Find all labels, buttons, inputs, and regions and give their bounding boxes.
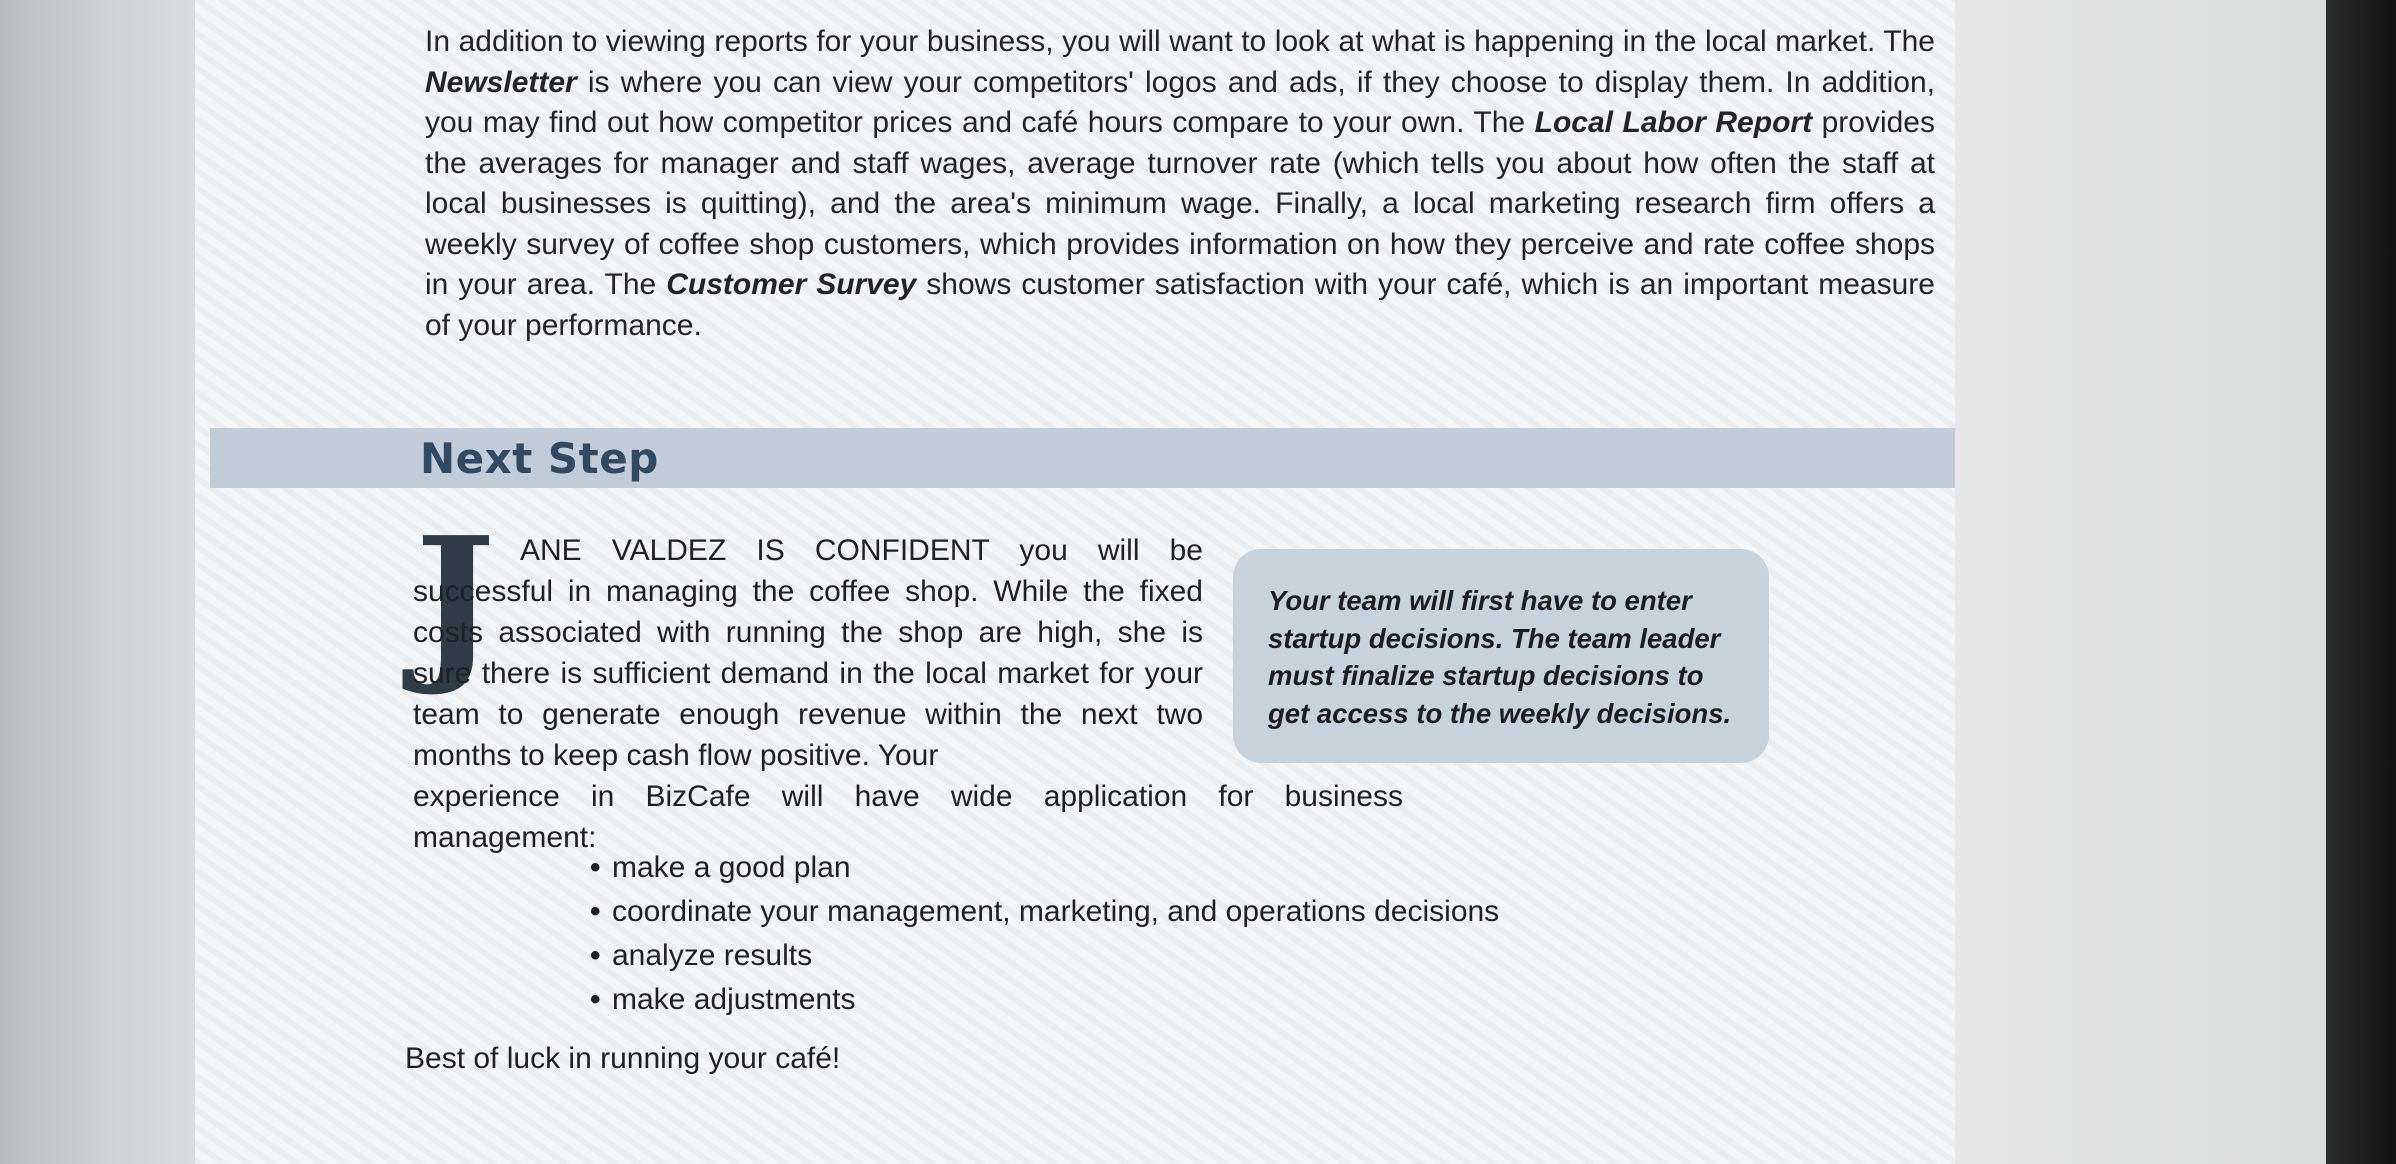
body-tail-line: experience in BizCafe will have wide application for business management: — [413, 780, 1403, 854]
section-heading: Next Step — [420, 434, 659, 483]
window-background-right — [1955, 0, 2326, 1164]
customer-survey-term: Customer Survey — [666, 268, 917, 301]
bullet-list — [590, 846, 1499, 1022]
intro-text-2: is where you can view your competitors' logos and ads, if they choose to display them. In addition, you may find out how competitor prices and café hours compare to your own. The — [425, 65, 1935, 139]
desk-background — [0, 0, 195, 1164]
intro-text-4: shows customer satisfaction with your café, which is an important measure of your performance. — [425, 268, 1935, 342]
drop-cap-letter: J — [415, 500, 496, 700]
list-item: • make a good plan — [590, 846, 1499, 890]
intro-paragraph — [425, 22, 1935, 346]
list-item: • coordinate your management, marketing, and operations decisions — [590, 890, 1499, 934]
callout-text: Your team will first have to enter startup decisions. The team leader must finalize startup decisions to get access to the weekly decisions. — [1268, 585, 1732, 729]
intro-text-1: In addition to viewing reports for your business, you will want to look at what is happening in the local market. The — [425, 25, 1935, 58]
list-item: • make adjustments — [590, 978, 1499, 1022]
intro-text-3: provides the averages for manager and staff wages, average turnover rate (which tells you about how often the staff at local businesses is quitting), and the area's minimum wage. Finally, a local marketing research firm offers a weekly survey of coffee shop customers, which provides information on how they perceive and rate coffee shops in your area. The — [425, 106, 1935, 301]
labor-report-term: Local Labor Report — [1534, 106, 1813, 139]
newsletter-term: Newsletter — [425, 65, 577, 99]
body-lead-paragraph: ANE VALDEZ IS CONFIDENT you will be successful in managing the coffee shop. While the fixed costs associated with running the shop are high, she is sure there is sufficient demand in the local market for your team to generate enough revenue within the next two months to keep cash flow positive. Your — [413, 534, 1203, 772]
list-item: • analyze results — [590, 934, 1499, 978]
closing-line: Best of luck in running your café! — [405, 1042, 841, 1075]
monitor-bezel — [2326, 0, 2396, 1164]
document-page — [195, 0, 1955, 1164]
